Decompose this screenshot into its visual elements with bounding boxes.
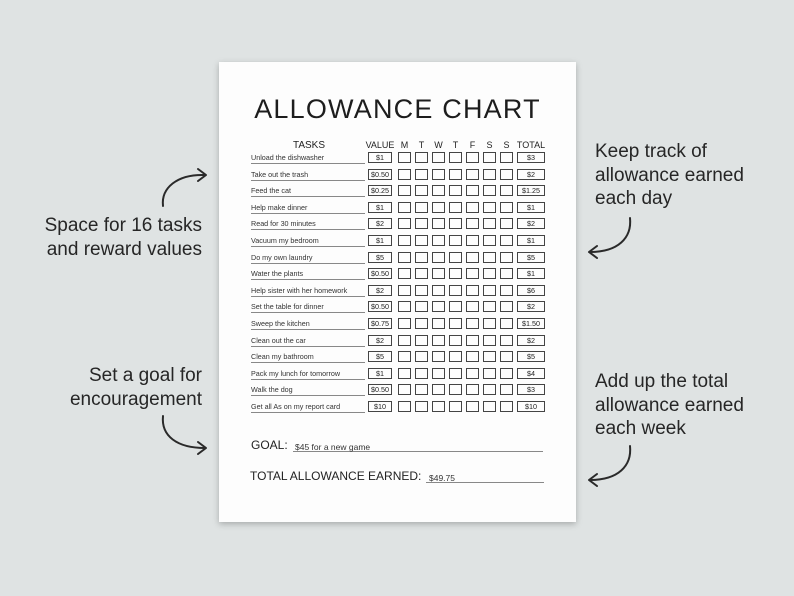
day-checkbox[interactable] — [500, 401, 513, 412]
day-checkbox[interactable] — [415, 285, 428, 296]
day-checkbox[interactable] — [449, 268, 462, 279]
task-name: Help make dinner — [251, 203, 365, 214]
day-checkbox[interactable] — [432, 268, 445, 279]
goal-label: GOAL: — [251, 438, 288, 452]
day-checkbox[interactable] — [432, 335, 445, 346]
task-value: $1 — [368, 235, 392, 246]
day-checkbox[interactable] — [500, 169, 513, 180]
task-total: $2 — [517, 335, 545, 346]
table-row — [219, 349, 576, 365]
header-day-mon: M — [400, 140, 409, 150]
day-checkbox[interactable] — [466, 152, 479, 163]
day-checkbox[interactable] — [500, 285, 513, 296]
day-checkbox[interactable] — [500, 235, 513, 246]
day-checkbox[interactable] — [398, 185, 411, 196]
day-checkbox[interactable] — [398, 318, 411, 329]
day-checkbox[interactable] — [449, 285, 462, 296]
day-checkbox[interactable] — [449, 252, 462, 263]
day-checkbox[interactable] — [398, 169, 411, 180]
day-checkbox[interactable] — [466, 268, 479, 279]
goal-value: $45 for a new game — [295, 442, 371, 452]
day-checkbox[interactable] — [432, 169, 445, 180]
day-checkbox[interactable] — [398, 368, 411, 379]
header-day-sun: S — [503, 140, 510, 150]
day-checkbox[interactable] — [398, 351, 411, 362]
header-day-wed: W — [434, 140, 443, 150]
day-checkbox[interactable] — [483, 169, 496, 180]
task-name: Pack my lunch for tomorrow — [251, 369, 365, 380]
table-row — [219, 283, 576, 299]
callout-goal-line-2: encouragement — [69, 388, 202, 410]
day-checkbox[interactable] — [449, 185, 462, 196]
callout-tasks — [45, 214, 202, 261]
task-name: Sweep the kitchen — [251, 319, 365, 330]
callout-tasks-line-2: and reward values — [46, 238, 202, 260]
day-checkbox[interactable] — [398, 152, 411, 163]
day-checkbox[interactable] — [483, 152, 496, 163]
callout-weekly-line-1: Add up the total — [595, 371, 729, 392]
callout-daily-line-2: allowance earned — [595, 164, 744, 186]
day-checkbox[interactable] — [398, 285, 411, 296]
day-checkbox[interactable] — [415, 185, 428, 196]
task-total: $1 — [517, 268, 545, 279]
day-checkbox[interactable] — [500, 202, 513, 213]
day-checkbox[interactable] — [432, 285, 445, 296]
day-checkbox[interactable] — [483, 368, 496, 379]
task-value: $0.50 — [368, 384, 392, 395]
task-value: $2 — [368, 335, 392, 346]
task-name: Clean out the car — [251, 336, 365, 347]
task-value: $2 — [368, 218, 392, 229]
task-value: $5 — [368, 351, 392, 362]
task-total: $1 — [517, 202, 545, 213]
task-total: $2 — [517, 169, 545, 180]
task-name: Unload the dishwasher — [251, 153, 365, 164]
task-value: $1 — [368, 202, 392, 213]
day-checkbox[interactable] — [500, 384, 513, 395]
day-checkbox[interactable] — [483, 335, 496, 346]
table-row — [219, 316, 576, 332]
task-total: $3 — [517, 384, 545, 395]
allowance-chart-sheet — [219, 62, 576, 522]
header-day-fri: F — [469, 140, 476, 150]
day-checkbox[interactable] — [415, 268, 428, 279]
day-checkbox[interactable] — [432, 202, 445, 213]
table-row — [219, 183, 576, 199]
day-checkbox[interactable] — [483, 401, 496, 412]
task-total: $5 — [517, 252, 545, 263]
day-checkbox[interactable] — [432, 384, 445, 395]
day-checkbox[interactable] — [449, 301, 462, 312]
day-checkbox[interactable] — [466, 335, 479, 346]
day-checkbox[interactable] — [483, 218, 496, 229]
day-checkbox[interactable] — [398, 301, 411, 312]
task-name: Clean my bathroom — [251, 352, 365, 363]
day-checkbox[interactable] — [432, 252, 445, 263]
task-value: $1 — [368, 152, 392, 163]
day-checkbox[interactable] — [500, 351, 513, 362]
day-checkbox[interactable] — [432, 218, 445, 229]
day-checkbox[interactable] — [432, 301, 445, 312]
task-total: $6 — [517, 285, 545, 296]
day-checkbox[interactable] — [449, 384, 462, 395]
table-row — [219, 333, 576, 349]
day-checkbox[interactable] — [466, 368, 479, 379]
callout-tasks-line-1: Space for 16 tasks — [44, 215, 202, 236]
day-checkbox[interactable] — [483, 268, 496, 279]
callout-weekly-line-3: each week — [595, 418, 686, 439]
day-checkbox[interactable] — [466, 185, 479, 196]
chart-title: ALLOWANCE CHART — [254, 94, 541, 124]
task-value: $0.50 — [368, 301, 392, 312]
task-name: Water the plants — [251, 269, 365, 280]
table-row — [219, 200, 576, 216]
header-day-sat: S — [486, 140, 493, 150]
task-name: Get all As on my report card — [251, 402, 365, 413]
day-checkbox[interactable] — [398, 335, 411, 346]
day-checkbox[interactable] — [415, 351, 428, 362]
day-checkbox[interactable] — [415, 235, 428, 246]
task-total: $10 — [517, 401, 545, 412]
task-value: $0.75 — [368, 318, 392, 329]
arrow-tasks-icon — [155, 160, 215, 210]
day-checkbox[interactable] — [500, 335, 513, 346]
header-value: VALUE — [365, 140, 395, 150]
day-checkbox[interactable] — [449, 368, 462, 379]
callout-goal-line-1: Set a goal for — [88, 365, 202, 386]
header-day-tue: T — [418, 140, 425, 150]
day-checkbox[interactable] — [466, 252, 479, 263]
day-checkbox[interactable] — [449, 152, 462, 163]
day-checkbox[interactable] — [449, 351, 462, 362]
day-checkbox[interactable] — [449, 218, 462, 229]
task-value: $5 — [368, 252, 392, 263]
day-checkbox[interactable] — [466, 285, 479, 296]
day-checkbox[interactable] — [449, 401, 462, 412]
day-checkbox[interactable] — [483, 351, 496, 362]
day-checkbox[interactable] — [415, 368, 428, 379]
day-checkbox[interactable] — [483, 384, 496, 395]
day-checkbox[interactable] — [432, 401, 445, 412]
header-total: TOTAL — [516, 140, 546, 150]
table-row — [219, 382, 576, 398]
day-checkbox[interactable] — [415, 152, 428, 163]
day-checkbox[interactable] — [500, 368, 513, 379]
callout-daily-line-3: each day — [595, 188, 673, 209]
day-checkbox[interactable] — [500, 185, 513, 196]
day-checkbox[interactable] — [449, 202, 462, 213]
task-value: $2 — [368, 285, 392, 296]
day-checkbox[interactable] — [466, 384, 479, 395]
day-checkbox[interactable] — [466, 301, 479, 312]
day-checkbox[interactable] — [415, 384, 428, 395]
callout-weekly-line-2: allowance earned — [595, 394, 744, 416]
day-checkbox[interactable] — [432, 185, 445, 196]
task-name: Help sister with her homework — [251, 286, 365, 297]
arrow-daily-icon — [582, 212, 642, 262]
task-value: $0.50 — [368, 268, 392, 279]
task-total: $3 — [517, 152, 545, 163]
day-checkbox[interactable] — [398, 401, 411, 412]
task-name: Take out the trash — [251, 170, 365, 181]
header-day-thu: T — [452, 140, 459, 150]
day-checkbox[interactable] — [466, 169, 479, 180]
day-checkbox[interactable] — [415, 169, 428, 180]
task-total: $1 — [517, 235, 545, 246]
day-checkbox[interactable] — [432, 152, 445, 163]
header-tasks: TASKS — [292, 140, 326, 151]
day-checkbox[interactable] — [415, 301, 428, 312]
day-checkbox[interactable] — [398, 384, 411, 395]
table-row — [219, 250, 576, 266]
day-checkbox[interactable] — [466, 351, 479, 362]
day-checkbox[interactable] — [432, 351, 445, 362]
day-checkbox[interactable] — [500, 318, 513, 329]
day-checkbox[interactable] — [483, 318, 496, 329]
day-checkbox[interactable] — [415, 401, 428, 412]
task-total: $4 — [517, 368, 545, 379]
day-checkbox[interactable] — [466, 401, 479, 412]
day-checkbox[interactable] — [398, 218, 411, 229]
callout-goal — [70, 364, 202, 411]
day-checkbox[interactable] — [500, 252, 513, 263]
task-name: Set the table for dinner — [251, 302, 365, 313]
day-checkbox[interactable] — [500, 268, 513, 279]
task-total: $1.50 — [517, 318, 545, 329]
arrow-weekly-icon — [582, 440, 642, 490]
day-checkbox[interactable] — [500, 152, 513, 163]
day-checkbox[interactable] — [415, 202, 428, 213]
total-allowance-value: $49.75 — [429, 473, 455, 483]
table-row — [219, 399, 576, 415]
day-checkbox[interactable] — [483, 301, 496, 312]
day-checkbox[interactable] — [466, 235, 479, 246]
day-checkbox[interactable] — [483, 285, 496, 296]
day-checkbox[interactable] — [466, 318, 479, 329]
day-checkbox[interactable] — [449, 318, 462, 329]
day-checkbox[interactable] — [415, 218, 428, 229]
day-checkbox[interactable] — [466, 202, 479, 213]
task-name: Vacuum my bedroom — [251, 236, 365, 247]
task-value: $1 — [368, 368, 392, 379]
day-checkbox[interactable] — [449, 169, 462, 180]
table-row — [219, 167, 576, 183]
day-checkbox[interactable] — [398, 268, 411, 279]
day-checkbox[interactable] — [449, 335, 462, 346]
day-checkbox[interactable] — [483, 202, 496, 213]
day-checkbox[interactable] — [398, 235, 411, 246]
total-allowance-label: TOTAL ALLOWANCE EARNED: — [250, 469, 422, 483]
day-checkbox[interactable] — [483, 252, 496, 263]
day-checkbox[interactable] — [449, 235, 462, 246]
day-checkbox[interactable] — [432, 318, 445, 329]
day-checkbox[interactable] — [432, 235, 445, 246]
task-name: Do my own laundry — [251, 253, 365, 264]
day-checkbox[interactable] — [398, 252, 411, 263]
task-total: $1.25 — [517, 185, 545, 196]
day-checkbox[interactable] — [398, 202, 411, 213]
day-checkbox[interactable] — [432, 368, 445, 379]
table-row — [219, 266, 576, 282]
day-checkbox[interactable] — [415, 252, 428, 263]
day-checkbox[interactable] — [415, 335, 428, 346]
task-total: $5 — [517, 351, 545, 362]
callout-weekly — [595, 370, 744, 441]
day-checkbox[interactable] — [483, 235, 496, 246]
day-checkbox[interactable] — [466, 218, 479, 229]
day-checkbox[interactable] — [500, 218, 513, 229]
task-name: Walk the dog — [251, 385, 365, 396]
callout-daily-line-1: Keep track of — [595, 141, 707, 162]
table-row — [219, 216, 576, 232]
day-checkbox[interactable] — [415, 318, 428, 329]
table-row — [219, 299, 576, 315]
table-row — [219, 150, 576, 166]
task-total: $2 — [517, 218, 545, 229]
task-total: $2 — [517, 301, 545, 312]
task-name: Feed the cat — [251, 186, 365, 197]
day-checkbox[interactable] — [483, 185, 496, 196]
task-value: $10 — [368, 401, 392, 412]
task-value: $0.50 — [368, 169, 392, 180]
task-value: $0.25 — [368, 185, 392, 196]
day-checkbox[interactable] — [500, 301, 513, 312]
table-row — [219, 366, 576, 382]
callout-daily — [595, 140, 744, 211]
task-name: Read for 30 minutes — [251, 219, 365, 230]
arrow-goal-icon — [155, 412, 215, 462]
table-row — [219, 233, 576, 249]
